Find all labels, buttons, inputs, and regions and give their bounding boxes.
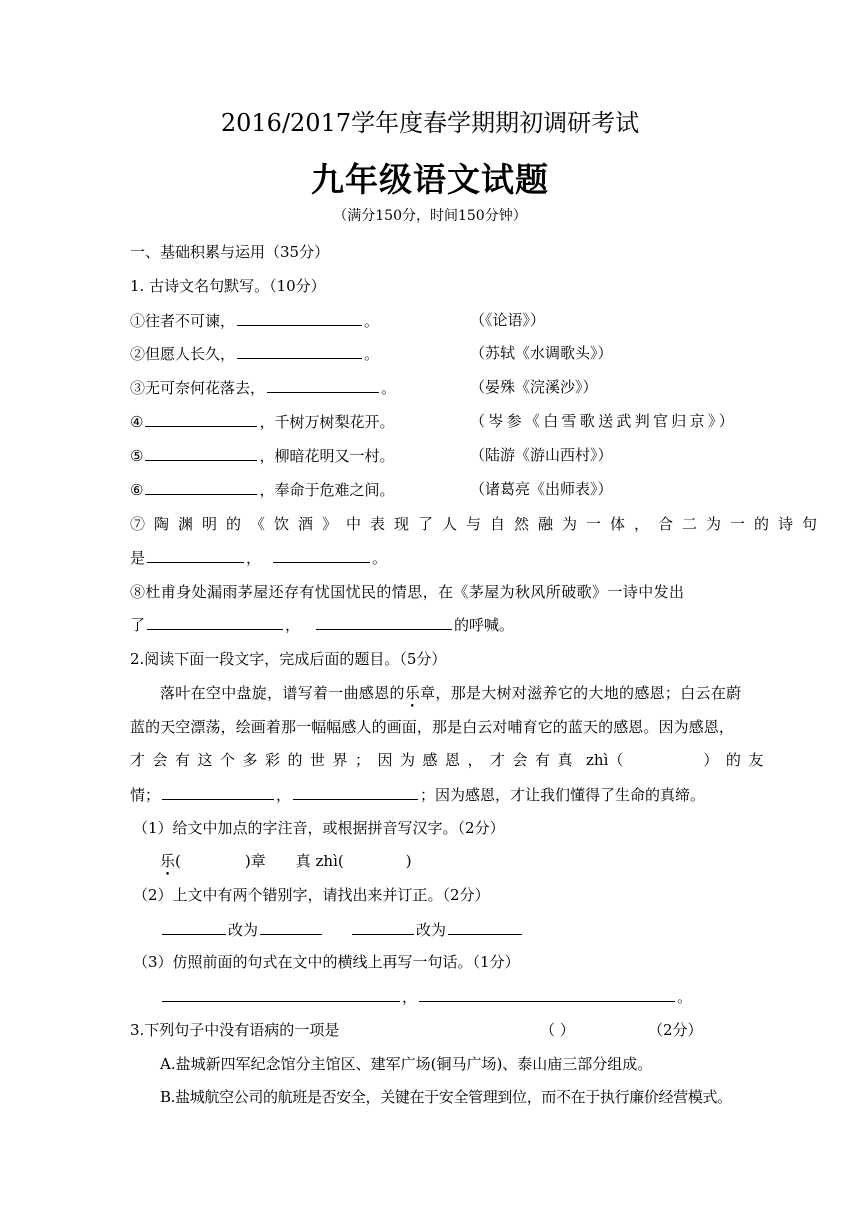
option-a[interactable]: A.盐城新四军纪念馆分主馆区、建军广场(铜马广场)、泰山庙三部分组成。 — [160, 1055, 653, 1073]
answer-blank[interactable] — [237, 310, 362, 326]
answer-blank[interactable] — [316, 614, 452, 630]
pinyin-zhi: zhì（ — [586, 751, 624, 769]
subquestion-2: （2）上文中有两个错别字，请找出来并订正。（2分） — [133, 886, 490, 904]
poem-item-3-end: 。 — [381, 379, 397, 397]
answer-blank[interactable] — [162, 919, 226, 935]
answer-blank[interactable] — [273, 547, 370, 563]
dotted-character: 乐 — [404, 684, 421, 702]
poem-source-2: （苏轼《水调歌头》） — [470, 344, 613, 362]
passage-line-2: 蓝的天空漂荡，绘画着那一幅幅感人的画面，那是白云对哺育它的蓝天的感恩。因为感恩， — [130, 718, 735, 736]
answer-blank[interactable] — [237, 343, 362, 359]
poem-item-7-end: 。 — [372, 549, 388, 567]
poem-item-5-num: ⑤ — [130, 447, 144, 465]
passage-text-c: 才会有这个多彩的世界；因为感恩，才会有真 — [130, 751, 581, 769]
answer-blank[interactable] — [448, 919, 522, 935]
answer-parentheses[interactable]: （ ） — [540, 1021, 575, 1039]
poem-item-8-line-2 — [130, 614, 730, 635]
answer-blank[interactable] — [145, 445, 257, 461]
answer-blank[interactable] — [147, 614, 283, 630]
answer-blank[interactable] — [145, 479, 257, 495]
passage-text-e: 情； — [130, 786, 161, 804]
paren-open: ( — [175, 852, 181, 870]
answer-comma: ， — [402, 988, 418, 1006]
poem-item-8-line-1: ⑧杜甫身处漏雨茅屋还存有忧国忧民的情思，在《茅屋为秋风所破歌》一诗中发出 — [130, 583, 685, 601]
poem-source-3: （晏殊《浣溪沙》） — [470, 378, 598, 396]
paren-close: )章 — [244, 852, 266, 870]
passage-text-b: 章，那是大树对滋养它的大地的感恩；白云在蔚 — [420, 684, 742, 702]
option-b[interactable]: B.盐城航空公司的航班是否安全，关键在于安全管理到位，而不在于执行廉价经营模式。 — [160, 1088, 732, 1106]
poem-item-3-text: ③无可奈何花落去， — [130, 379, 266, 397]
question-3-score: （2分） — [648, 1021, 703, 1039]
poem-item-5 — [130, 445, 730, 466]
change-to-label: 改为 — [228, 921, 259, 939]
passage-comma: ， — [276, 786, 292, 804]
poem-item-7-comma: ， — [246, 549, 262, 567]
passage-text-f: ；因为感恩，才让我们懂得了生命的真缔。 — [420, 786, 706, 804]
subquestion-1: （1）给文中加点的字注音，或根据拼音写汉字。（2分） — [133, 819, 505, 837]
answer-blank[interactable] — [267, 377, 379, 393]
passage-text-a: 落叶在空中盘旋，谱写着一曲感恩的 — [160, 684, 405, 702]
poem-item-2 — [130, 343, 730, 364]
answer-blank[interactable] — [352, 919, 414, 935]
answer-blank[interactable] — [145, 411, 257, 427]
poem-item-1-end: 。 — [364, 312, 380, 330]
poem-item-1-text: ①往者不可谏， — [130, 312, 236, 330]
poem-item-3 — [130, 377, 730, 398]
subject-title: 九年级语文试题 — [311, 160, 549, 199]
question-1-heading: 1. 古诗文名句默写。（10分） — [130, 277, 326, 295]
poem-item-4-num: ④ — [130, 413, 144, 431]
poem-source-1: （《论语》） — [470, 311, 546, 329]
poem-item-4-text: ，千树万树梨花开。 — [259, 413, 395, 431]
pinyin-answer: 真 zhì( — [295, 852, 344, 870]
passage-line-3 — [130, 750, 771, 770]
dotted-character: 乐 — [160, 852, 176, 870]
answer-blank[interactable] — [419, 986, 675, 1002]
poem-source-6: （诸葛亮《出师表》） — [470, 480, 613, 498]
passage-line-1 — [160, 683, 742, 703]
poem-item-2-end: 。 — [364, 345, 380, 363]
section-heading: 一、基础积累与运用（35分） — [130, 243, 330, 261]
change-to-label: 改为 — [416, 921, 447, 939]
poem-item-6-num: ⑥ — [130, 481, 144, 499]
poem-item-6-text: ，奉命于危难之间。 — [259, 481, 395, 499]
poem-item-8-lead: 了 — [130, 616, 146, 634]
poem-item-5-text: ，柳暗花明又一村。 — [259, 447, 395, 465]
answer-blank[interactable] — [260, 919, 322, 935]
answer-blank[interactable] — [147, 547, 244, 563]
exam-title: 2016/2017学年度春学期期初调研考试 — [220, 109, 640, 137]
answer-end: 。 — [677, 988, 693, 1006]
answer-blank[interactable] — [162, 986, 400, 1002]
subquestion-3-answer-line — [160, 986, 760, 1007]
paren-close: ) — [405, 852, 412, 870]
question-2-heading: 2.阅读下面一段文字，完成后面的题目。（5分） — [130, 650, 447, 668]
poem-item-7-lead: 是 — [130, 549, 146, 567]
poem-item-8-comma: ， — [285, 616, 301, 634]
poem-item-7-line-1: ⑦陶渊明的《饮酒》中表现了人与自然融为一体，合二为一的诗句 — [130, 515, 827, 533]
poem-item-6 — [130, 479, 730, 500]
answer-blank[interactable] — [293, 784, 418, 800]
passage-text-d: ）的友 — [703, 751, 771, 769]
poem-source-5: （陆游《游山西村》） — [470, 446, 613, 464]
poem-item-2-text: ②但愿人长久， — [130, 345, 236, 363]
subquestion-3: （3）仿照前面的句式在文中的横线上再写一句话。（1分） — [133, 953, 520, 971]
passage-line-4 — [130, 784, 730, 805]
poem-item-1 — [130, 310, 730, 331]
score-time: （满分150分，时间150分钟） — [333, 208, 527, 224]
poem-item-8-end: 的呼喊。 — [454, 616, 515, 634]
poem-source-4: （岑参《白雪歌送武判官归京》） — [470, 412, 738, 430]
question-3-heading: 3.下列句子中没有语病的一项是 — [130, 1021, 340, 1039]
subquestion-2-answer-line — [160, 919, 760, 940]
poem-item-7-line-2 — [130, 547, 730, 568]
answer-blank[interactable] — [162, 784, 274, 800]
subquestion-1-answer-line — [160, 851, 760, 871]
